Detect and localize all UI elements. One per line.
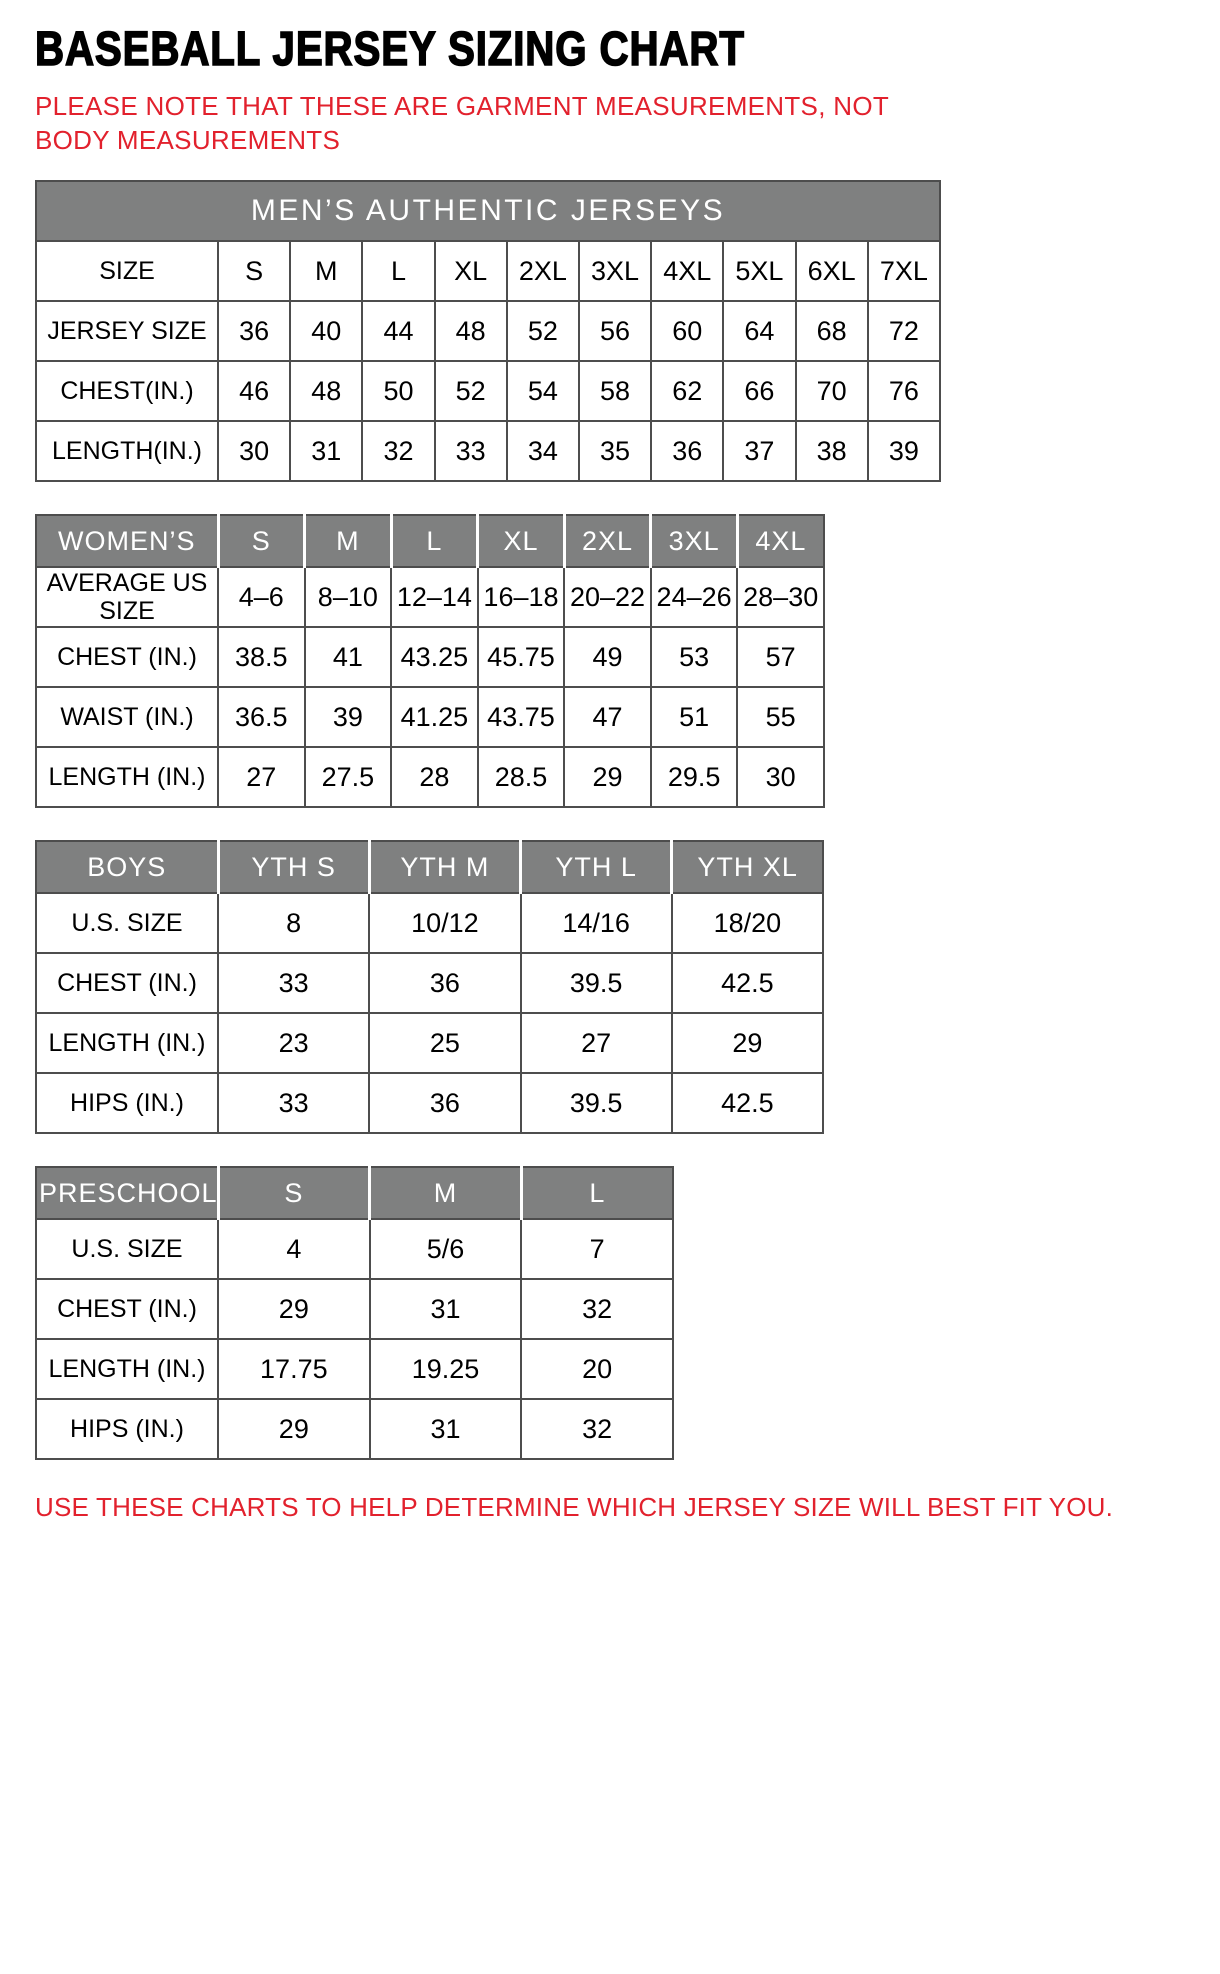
womens-cell: 57 [737,627,824,687]
mens-row-label: SIZE [36,241,218,301]
womens-cell: 29.5 [651,747,738,807]
womens-row-label: WAIST (IN.) [36,687,218,747]
womens-cell: 38.5 [218,627,305,687]
mens-cell: 52 [507,301,579,361]
mens-cell: 36 [218,301,290,361]
boys-cell: 10/12 [369,893,520,953]
womens-cell: 41 [305,627,392,687]
preschool-cell: 7 [521,1219,673,1279]
preschool-cell: 20 [521,1339,673,1399]
preschool-cell: 29 [218,1399,370,1459]
boys-row-label: U.S. SIZE [36,893,218,953]
womens-cell: 27.5 [305,747,392,807]
mens-cell: 60 [651,301,723,361]
mens-cell: 6XL [796,241,868,301]
mens-row-label: JERSEY SIZE [36,301,218,361]
womens-cell: 29 [564,747,651,807]
boys-row [36,893,823,953]
preschool-cell: 32 [521,1399,673,1459]
boys-cell: 36 [369,1073,520,1133]
mens-cell: 4XL [651,241,723,301]
womens-header-label: WOMEN’S [36,515,218,567]
boys-header-cell: YTH XL [672,841,823,893]
boys-cell: 36 [369,953,520,1013]
womens-cell: 36.5 [218,687,305,747]
mens-cell: 48 [290,361,362,421]
mens-cell: 72 [868,301,940,361]
boys-cell: 18/20 [672,893,823,953]
womens-row-label: AVERAGE US SIZE [36,567,218,627]
garment-measurements-note: PLEASE NOTE THAT THESE ARE GARMENT MEASUREMENTS, NOT BODY MEASUREMENTS [35,91,889,156]
preschool-row-label: LENGTH (IN.) [36,1339,218,1399]
mens-cell: 31 [290,421,362,481]
womens-header-cell: S [218,515,305,567]
womens-cell: 30 [737,747,824,807]
womens-cell: 8–10 [305,567,392,627]
womens-header-cell: 2XL [564,515,651,567]
boys-header-label: BOYS [36,841,218,893]
boys-row-label: CHEST (IN.) [36,953,218,1013]
mens-cell: 7XL [868,241,940,301]
boys-row [36,953,823,1013]
womens-header-cell: L [391,515,478,567]
mens-cell: 40 [290,301,362,361]
preschool-row [36,1279,673,1339]
womens-header-row [36,515,824,567]
preschool-cell: 17.75 [218,1339,370,1399]
boys-cell: 39.5 [521,1073,672,1133]
mens-cell: 34 [507,421,579,481]
boys-cell: 29 [672,1013,823,1073]
womens-row-label: LENGTH (IN.) [36,747,218,807]
womens-cell: 24–26 [651,567,738,627]
mens-cell: 36 [651,421,723,481]
mens-cell: 32 [362,421,434,481]
mens-cell: 44 [362,301,434,361]
womens-cell: 47 [564,687,651,747]
womens-cell: 28 [391,747,478,807]
mens-row [36,421,940,481]
mens-cell: M [290,241,362,301]
mens-cell: 70 [796,361,868,421]
mens-row [36,241,940,301]
womens-cell: 16–18 [478,567,565,627]
mens-cell: 66 [723,361,795,421]
preschool-row-label: HIPS (IN.) [36,1399,218,1459]
mens-cell: 33 [435,421,507,481]
boys-row [36,1013,823,1073]
boys-header-cell: YTH S [218,841,369,893]
mens-cell: 56 [579,301,651,361]
womens-row [36,747,824,807]
boys-row-label: HIPS (IN.) [36,1073,218,1133]
womens-cell: 43.75 [478,687,565,747]
preschool-row-label: CHEST (IN.) [36,1279,218,1339]
mens-banner: MEN’S AUTHENTIC JERSEYS [36,181,940,241]
womens-cell: 49 [564,627,651,687]
womens-header-cell: 4XL [737,515,824,567]
mens-row [36,361,940,421]
mens-cell: 58 [579,361,651,421]
mens-cell: 5XL [723,241,795,301]
mens-sizing-table [35,180,941,482]
womens-header-cell: XL [478,515,565,567]
preschool-cell: 4 [218,1219,370,1279]
boys-cell: 33 [218,953,369,1013]
womens-cell: 28.5 [478,747,565,807]
womens-cell: 20–22 [564,567,651,627]
womens-cell: 39 [305,687,392,747]
mens-cell: 2XL [507,241,579,301]
boys-cell: 14/16 [521,893,672,953]
mens-cell: 37 [723,421,795,481]
womens-cell: 12–14 [391,567,478,627]
mens-cell: 50 [362,361,434,421]
mens-cell: 35 [579,421,651,481]
preschool-cell: 19.25 [370,1339,522,1399]
womens-cell: 53 [651,627,738,687]
womens-row [36,627,824,687]
mens-cell: L [362,241,434,301]
mens-cell: S [218,241,290,301]
boys-cell: 23 [218,1013,369,1073]
womens-cell: 27 [218,747,305,807]
preschool-header-row [36,1167,673,1219]
boys-row [36,1073,823,1133]
mens-cell: 3XL [579,241,651,301]
preschool-row [36,1219,673,1279]
mens-row [36,301,940,361]
mens-cell: 64 [723,301,795,361]
boys-header-row [36,841,823,893]
boys-cell: 25 [369,1013,520,1073]
fit-advice-note: USE THESE CHARTS TO HELP DETERMINE WHICH JERSEY SIZE WILL BEST FIT YOU. [35,1491,1114,1522]
womens-row [36,567,824,627]
mens-cell: 54 [507,361,579,421]
womens-cell: 28–30 [737,567,824,627]
mens-cell: 30 [218,421,290,481]
preschool-header-cell: L [521,1167,673,1219]
preschool-cell: 31 [370,1279,522,1339]
womens-row [36,687,824,747]
boys-header-cell: YTH M [369,841,520,893]
boys-cell: 33 [218,1073,369,1133]
preschool-cell: 5/6 [370,1219,522,1279]
mens-cell: 68 [796,301,868,361]
boys-cell: 42.5 [672,953,823,1013]
womens-cell: 41.25 [391,687,478,747]
womens-row-label: CHEST (IN.) [36,627,218,687]
boys-sizing-table [35,840,824,1134]
womens-sizing-table [35,514,825,808]
womens-header-cell: 3XL [651,515,738,567]
mens-cell: XL [435,241,507,301]
preschool-cell: 29 [218,1279,370,1339]
preschool-row [36,1399,673,1459]
mens-cell: 39 [868,421,940,481]
boys-cell: 42.5 [672,1073,823,1133]
womens-cell: 51 [651,687,738,747]
mens-cell: 52 [435,361,507,421]
page-title: BASEBALL JERSEY SIZING CHART [35,23,745,76]
mens-cell: 46 [218,361,290,421]
womens-cell: 4–6 [218,567,305,627]
preschool-row [36,1339,673,1399]
boys-cell: 27 [521,1013,672,1073]
preschool-header-label: PRESCHOOL [36,1167,218,1219]
preschool-row-label: U.S. SIZE [36,1219,218,1279]
boys-cell: 8 [218,893,369,953]
preschool-cell: 32 [521,1279,673,1339]
womens-cell: 55 [737,687,824,747]
mens-cell: 62 [651,361,723,421]
mens-cell: 48 [435,301,507,361]
boys-cell: 39.5 [521,953,672,1013]
preschool-cell: 31 [370,1399,522,1459]
preschool-header-cell: S [218,1167,370,1219]
womens-header-cell: M [305,515,392,567]
womens-cell: 45.75 [478,627,565,687]
mens-cell: 38 [796,421,868,481]
womens-cell: 43.25 [391,627,478,687]
mens-banner-row [36,181,940,241]
boys-row-label: LENGTH (IN.) [36,1013,218,1073]
boys-header-cell: YTH L [521,841,672,893]
mens-row-label: LENGTH(IN.) [36,421,218,481]
mens-row-label: CHEST(IN.) [36,361,218,421]
preschool-sizing-table [35,1166,674,1460]
mens-cell: 76 [868,361,940,421]
preschool-header-cell: M [370,1167,522,1219]
